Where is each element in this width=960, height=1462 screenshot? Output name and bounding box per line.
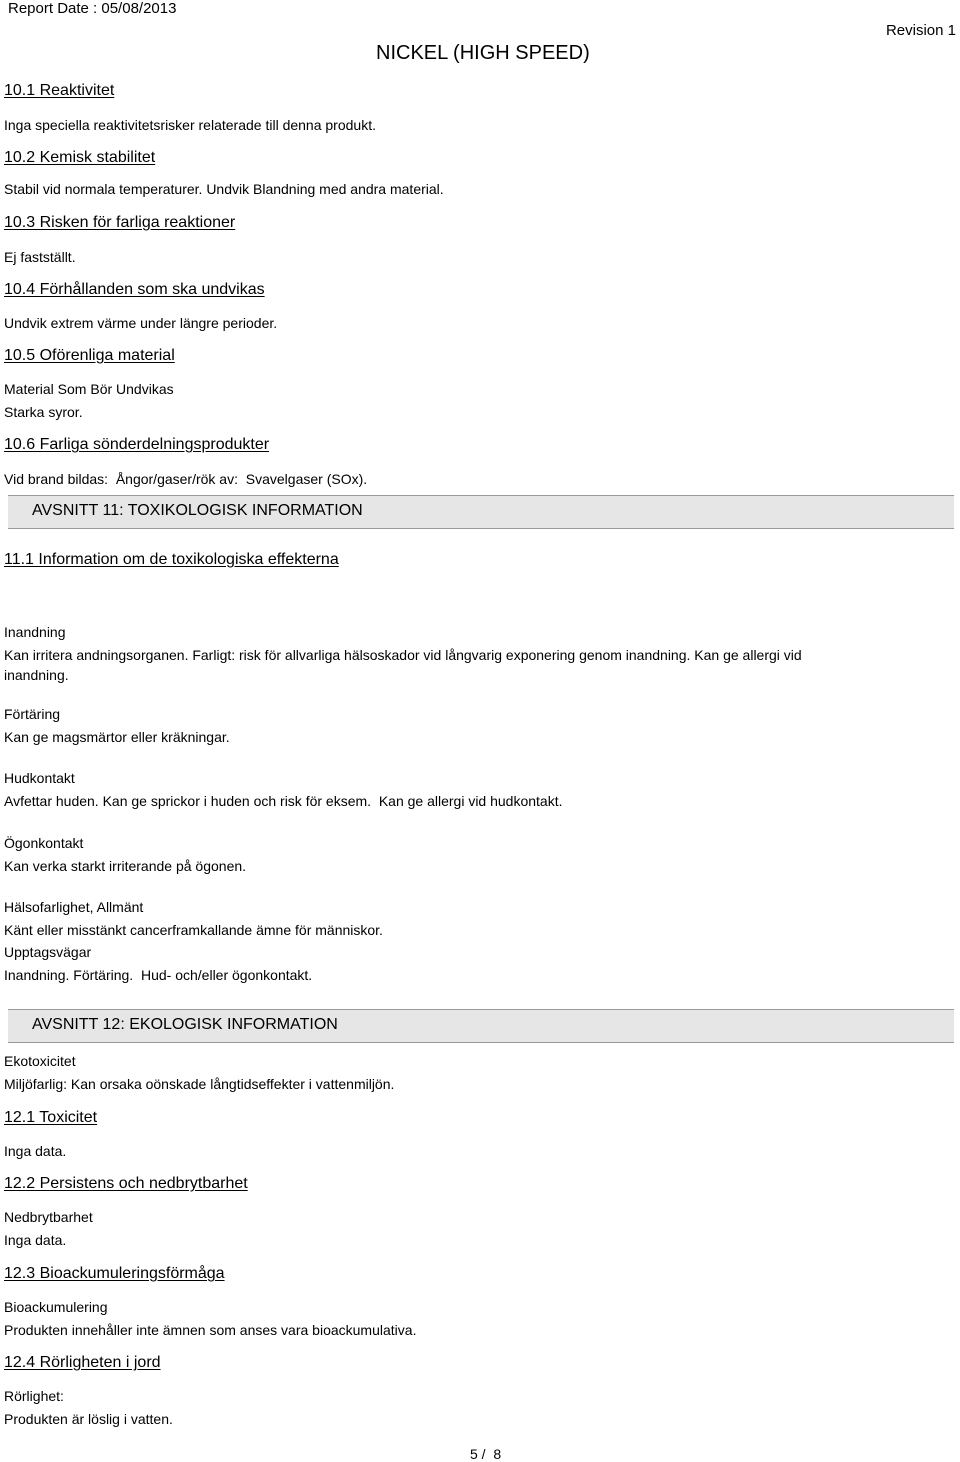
heading-10-6: 10.6 Farliga sönderdelningsprodukter: [4, 436, 270, 453]
text-inhalation-line2: inandning.: [4, 667, 69, 683]
text-12-2: Inga data.: [4, 1232, 67, 1248]
text-eye: Kan verka starkt irriterande på ögonen.: [4, 858, 247, 874]
label-12-4: Rörlighet:: [4, 1388, 64, 1404]
section-11-title: AVSNITT 11: TOXIKOLOGISK INFORMATION: [32, 502, 363, 519]
text-general-health: Känt eller misstänkt cancerframkallande ämne för människor.: [4, 922, 383, 938]
heading-10-3: 10.3 Risken för farliga reaktioner: [4, 214, 236, 231]
heading-11-1: 11.1 Information om de toxikologiska effekterna: [4, 551, 339, 568]
label-ingestion: Förtäring: [4, 706, 61, 722]
heading-12-1: 12.1 Toxicitet: [4, 1109, 98, 1126]
text-routes: Inandning. Förtäring. Hud- och/eller ögonkontakt.: [4, 967, 313, 983]
heading-10-4: 10.4 Förhållanden som ska undvikas: [4, 281, 265, 298]
text-10-5: Starka syror.: [4, 404, 83, 420]
heading-10-2: 10.2 Kemisk stabilitet: [4, 149, 156, 166]
text-10-1: Inga speciella reaktivitetsrisker relaterade till denna produkt.: [4, 117, 376, 133]
label-skin: Hudkontakt: [4, 770, 75, 786]
section-11-banner: [8, 495, 954, 529]
section-12-banner: [8, 1009, 954, 1043]
heading-12-4: 12.4 Rörligheten i jord: [4, 1354, 161, 1371]
text-ingestion: Kan ge magsmärtor eller kräkningar.: [4, 729, 230, 745]
text-12-4: Produkten är löslig i vatten.: [4, 1411, 173, 1427]
heading-12-3: 12.3 Bioackumuleringsförmåga: [4, 1265, 225, 1282]
label-ecotoxicity: Ekotoxicitet: [4, 1053, 76, 1069]
text-10-4: Undvik extrem värme under längre perioder.: [4, 315, 278, 331]
heading-10-5: 10.5 Oförenliga material: [4, 347, 175, 364]
heading-10-1: 10.1 Reaktivitet: [4, 82, 115, 99]
text-10-3: Ej fastställt.: [4, 249, 76, 265]
label-12-2: Nedbrytbarhet: [4, 1209, 93, 1225]
text-10-2: Stabil vid normala temperaturer. Undvik Blandning med andra material.: [4, 181, 444, 197]
text-ecotoxicity: Miljöfarlig: Kan orsaka oönskade långtidseffekter i vattenmiljön.: [4, 1076, 395, 1092]
page-number: 5 / 8: [470, 1446, 502, 1462]
label-12-3: Bioackumulering: [4, 1299, 108, 1315]
label-inhalation: Inandning: [4, 624, 66, 640]
label-routes: Upptagsvägar: [4, 944, 92, 960]
text-skin: Avfettar huden. Kan ge sprickor i huden och risk för eksem. Kan ge allergi vid hudkontakt.: [4, 793, 563, 809]
text-10-6: Vid brand bildas: Ångor/gaser/rök av: Svavelgaser (SOx).: [4, 471, 368, 487]
label-eye: Ögonkontakt: [4, 835, 84, 851]
revision-label: Revision 1: [885, 22, 956, 39]
text-12-3: Produkten innehåller inte ämnen som anses vara bioackumulativa.: [4, 1322, 417, 1338]
text-12-1: Inga data.: [4, 1143, 67, 1159]
label-general-health: Hälsofarlighet, Allmänt: [4, 899, 144, 915]
heading-12-2: 12.2 Persistens och nedbrytbarhet: [4, 1175, 248, 1192]
text-inhalation-line1: Kan irritera andningsorganen. Farligt: risk för allvarliga hälsoskador vid långvarig exponering genom inandning. Kan ge allergi vid: [4, 647, 802, 663]
section-12-title: AVSNITT 12: EKOLOGISK INFORMATION: [32, 1016, 338, 1033]
document-title: NICKEL (HIGH SPEED): [376, 42, 590, 64]
report-date: Report Date : 05/08/2013: [8, 0, 177, 17]
label-10-5: Material Som Bör Undvikas: [4, 381, 174, 397]
